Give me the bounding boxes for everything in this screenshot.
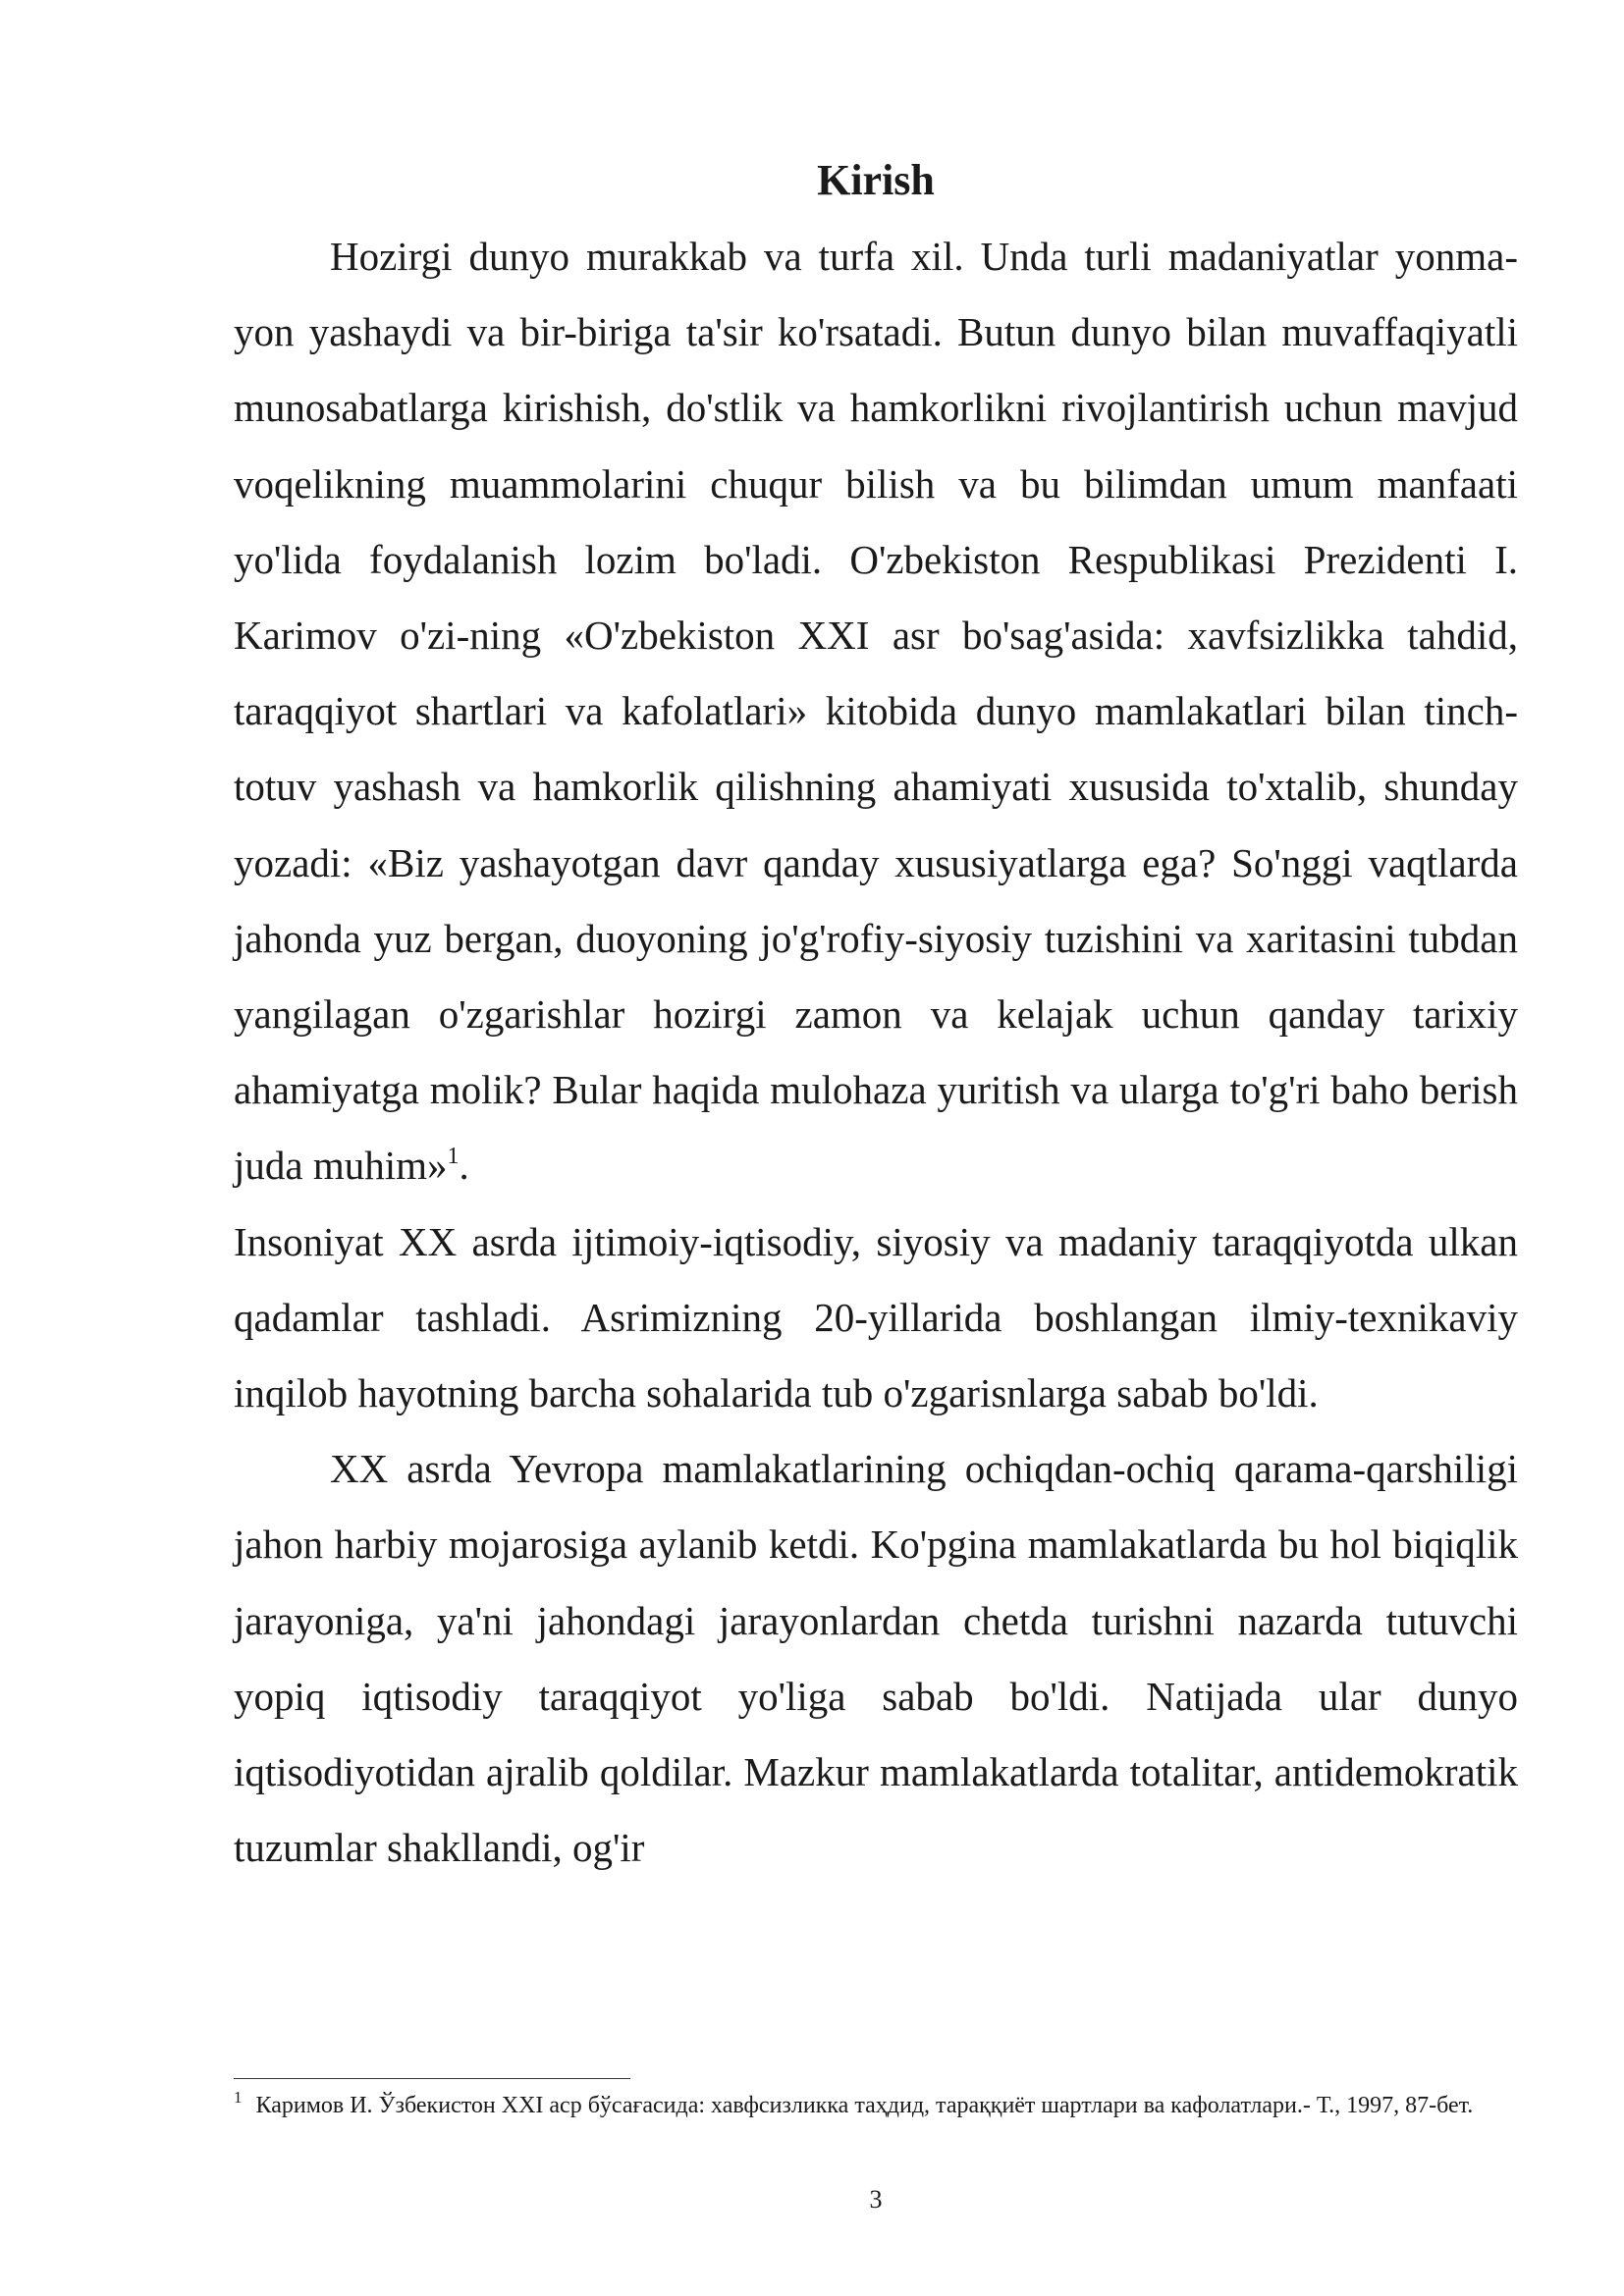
section-title: Kirish — [817, 156, 935, 204]
page-number: 3 — [869, 2185, 883, 2214]
paragraph-xx-century: Insoniyat XX asrda ijtimoiy-iqtisodiy, siyosiy va madaniy taraqqiyotda ulkan qadamlar tashladi. Asrimizning 20-yillarida boshlangan ilmiy-texnikaviy inqilob hayotning barcha sohalarida tub o'zgarisnlarga sabab bo'ldi. — [234, 1218, 1518, 1416]
footnote-text: Каримов И. Ўзбекистон XXI аср бўсағасида: хавфсизликка таҳдид, тараққиёт шартлари ва кафолатлари.- Т., 1997, 87-бет. — [255, 2093, 1474, 2118]
paragraph-tail: . — [459, 1143, 469, 1189]
paragraph-text: Hozirgi dunyo murakkab va turfa xil. Unda turli madaniyatlar yonma-yon yashaydi va bir-biriga ta'sir ko'rsatadi. Butun dunyo bilan muvaffaqiyatli munosabatlarga kirishish, do'stlik va hamkorlikni rivojlantirish uchun mavjud voqelikning muammolarini chuqur bilish va bu bilimdan umum manfaati yo'lida foydalanish lozim bo'ladi. O'zbekiston Respublikasi Prezidenti I. Karimov o'zi-ning «O'zbekiston XXI asr bo'sag'asida: xavfsizlikka tahdid, taraqqiyot shartlari va kafolatlari» kitobida dunyo mamlakatlari bilan tinch-totuv yashash va hamkorlik qilishning ahamiyati xususida to'xtalib, shunday yozadi: «Biz yashayotgan davr qanday xususiyatlarga ega? So'nggi vaqtlarda jahonda yuz bergan, duoyoning jo'g'rofiy-siyosiy tuzishini va xaritasini tubdan yangilagan o'zgarishlar hozirgi zamon va kelajak uchun qanday tarixiy ahamiyatga molik? Bular haqida mulohaza yuritish va ularga to'g'ri baho berish juda muhim» — [234, 234, 1518, 1189]
footnote-number: 1 — [234, 2088, 243, 2107]
footnote-reference[interactable]: 1 — [447, 1144, 460, 1170]
footnote — [234, 2089, 1518, 2122]
footnote-separator — [234, 2078, 630, 2079]
paragraph-europe: XX asrda Yevropa mamlakatlarining ochiqdan-ochiq qarama-qarshiligi jahon harbiy mojarosiga aylanib ketdi. Ko'pgina mamlakatlarda bu hol biqiqlik jarayoniga, ya'ni jahondagi jarayonlardan chetda turishni nazarda tutuvchi yopiq iqtisodiy taraqqiyot yo'liga sabab bo'ldi. Natijada ular dunyo iqtisodiyotidan ajralib qoldilar. Mazkur mamlakatlarda totalitar, antidemokratik tuzumlar shakllandi, og'ir — [234, 1446, 1518, 1871]
body-text — [234, 219, 1518, 1886]
paragraph-intro — [234, 219, 1518, 1204]
